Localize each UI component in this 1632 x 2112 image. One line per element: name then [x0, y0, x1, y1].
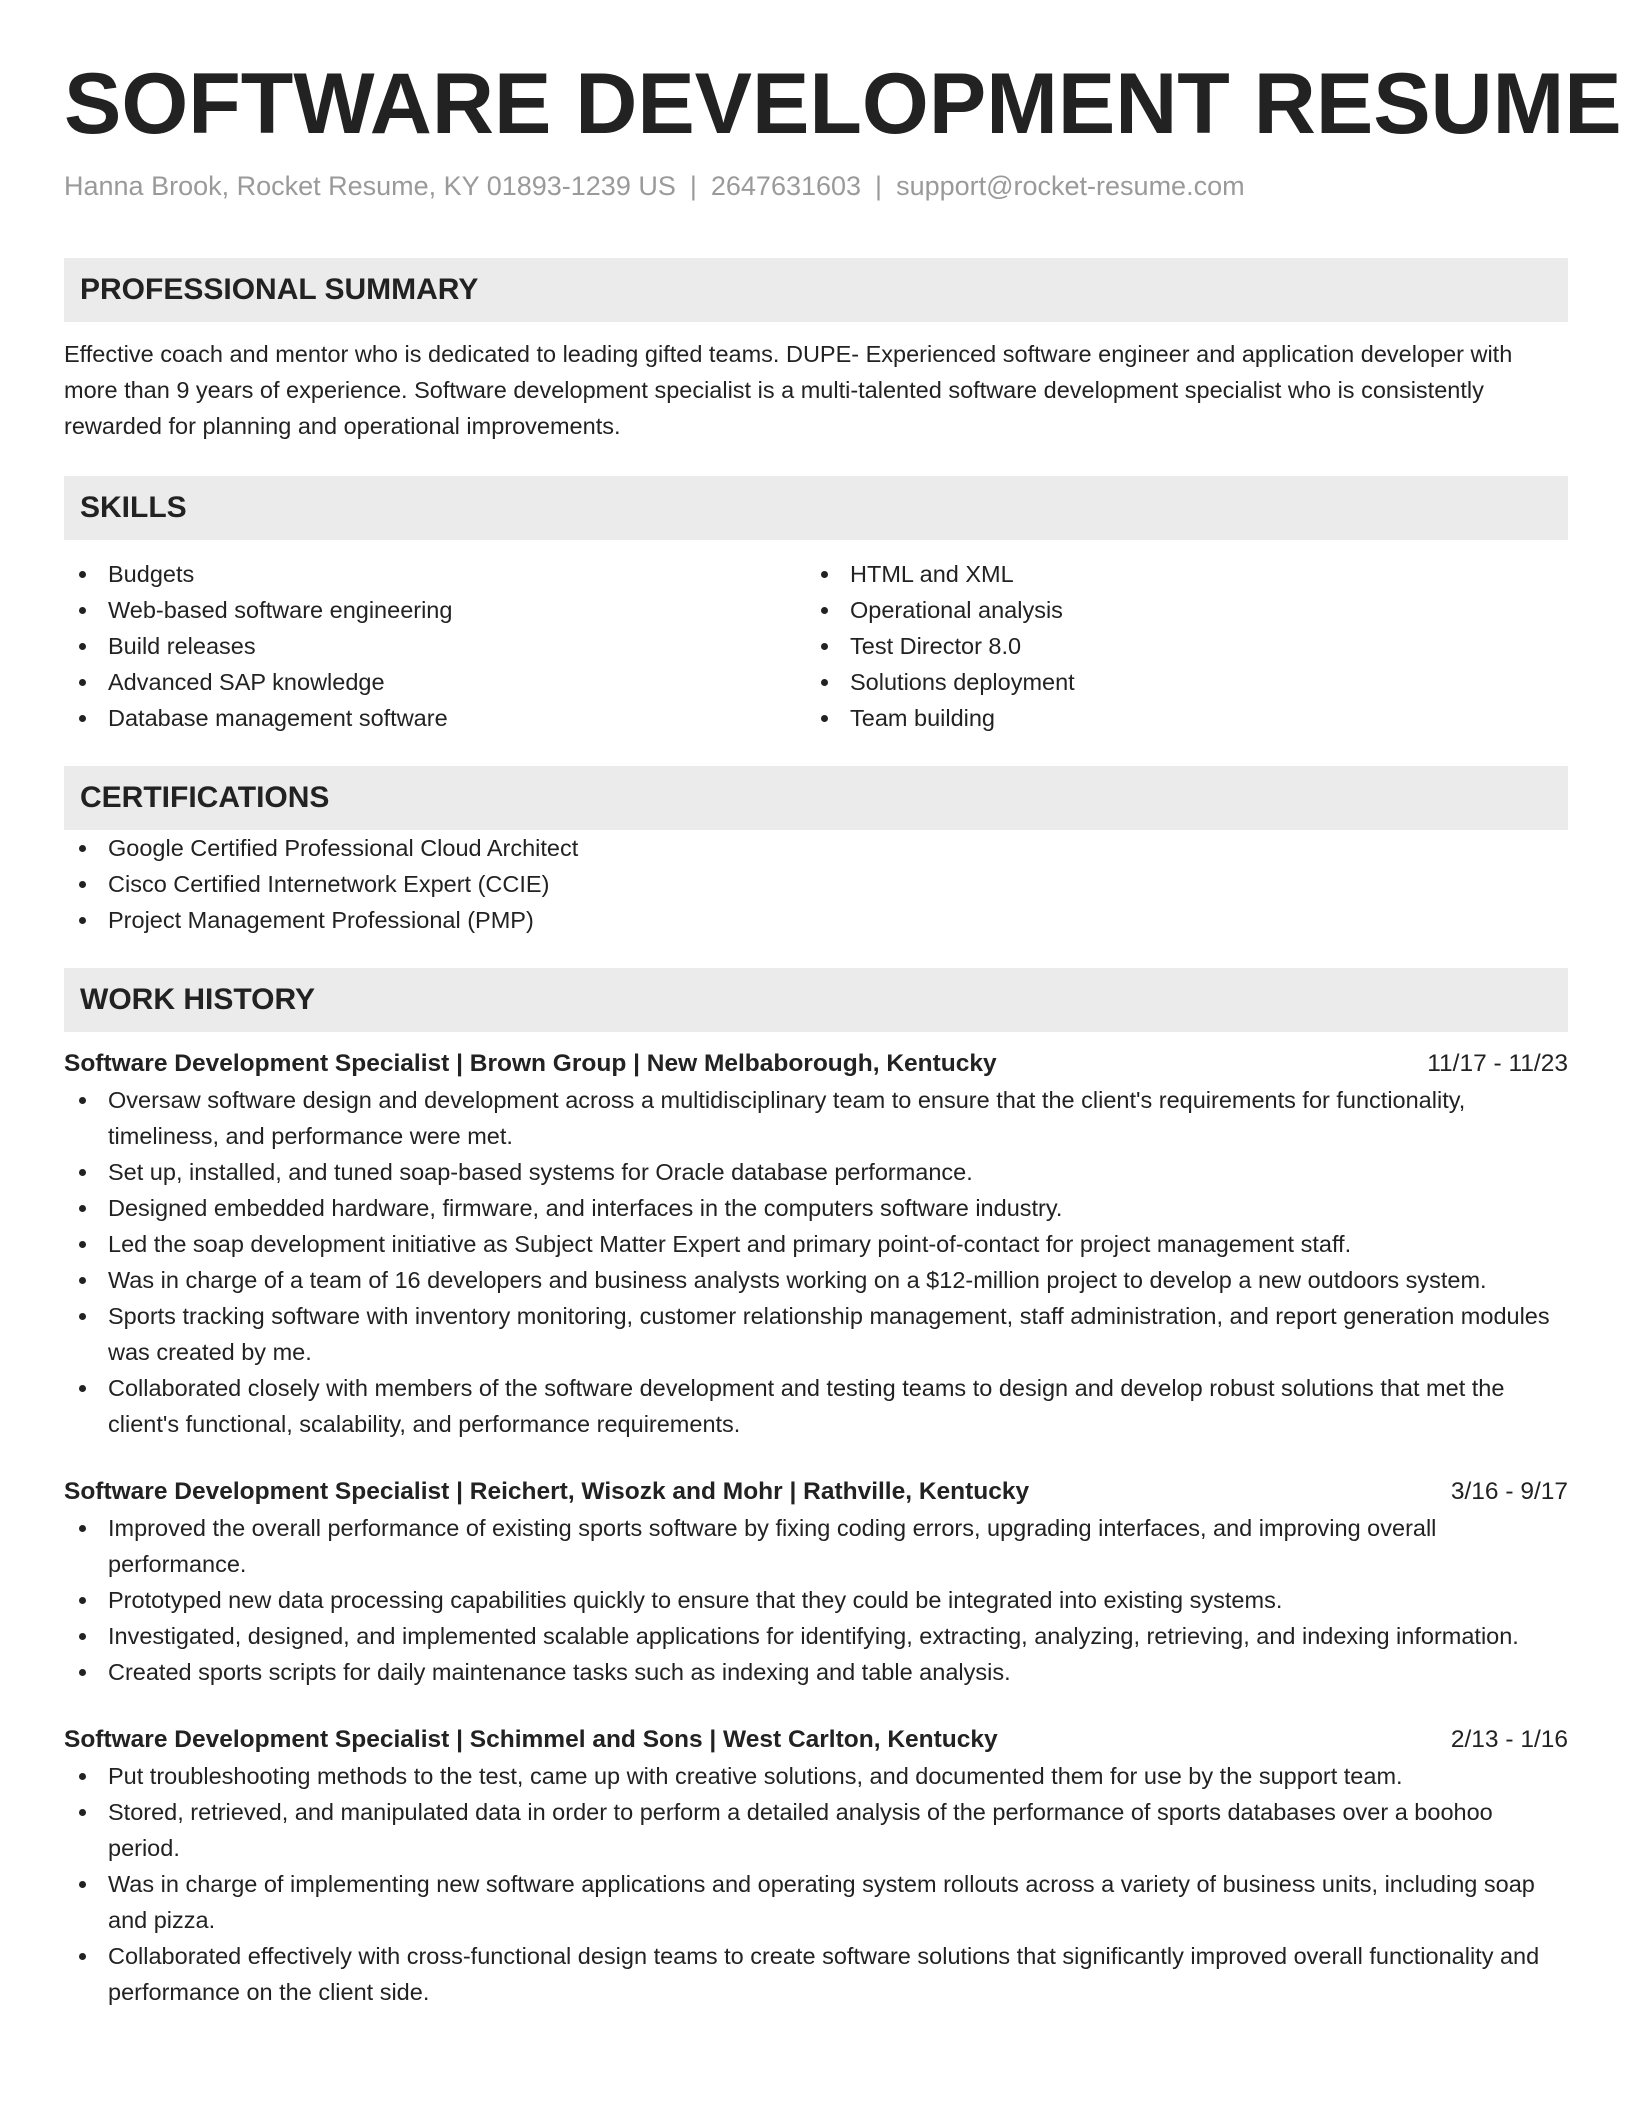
job-bullet: Set up, installed, and tuned soap-based systems for Oracle database performance. [64, 1154, 1568, 1190]
job-dates: 3/16 - 9/17 [1450, 1478, 1568, 1505]
job-entry [64, 1722, 1568, 2010]
job-bullet: Put troubleshooting methods to the test, came up with creative solutions, and documented them for use by the support team. [64, 1758, 1568, 1794]
job-title: Software Development Specialist | Schimmel and Sons | West Carlton, Kentucky [64, 1726, 998, 1753]
skill-item: HTML and XML [806, 556, 1548, 592]
job-dates: 11/17 - 11/23 [1427, 1050, 1568, 1077]
certifications-list [64, 830, 1568, 938]
job-bullet: Sports tracking software with inventory monitoring, customer relationship management, staff administration, and report generation modules was created by me. [64, 1298, 1568, 1370]
certification-item: Google Certified Professional Cloud Architect [64, 830, 1568, 866]
job-bullets [64, 1082, 1568, 1442]
job-bullet: Created sports scripts for daily maintenance tasks such as indexing and table analysis. [64, 1654, 1568, 1690]
skill-item: Advanced SAP knowledge [64, 664, 806, 700]
skills-list-left [64, 556, 806, 736]
job-bullets [64, 1758, 1568, 2010]
job-bullet: Stored, retrieved, and manipulated data in order to perform a detailed analysis of the performance of sports databases over a boohoo period. [64, 1794, 1568, 1866]
contact-separator: | [689, 171, 697, 201]
skill-item: Budgets [64, 556, 806, 592]
skills-list-right [806, 556, 1548, 736]
skill-item: Operational analysis [806, 592, 1548, 628]
job-bullet: Improved the overall performance of existing sports software by fixing coding errors, upgrading interfaces, and improving overall performance. [64, 1510, 1568, 1582]
contact-line [64, 168, 1568, 204]
contact-separator: | [875, 171, 883, 201]
skill-item: Solutions deployment [806, 664, 1548, 700]
job-dates: 2/13 - 1/16 [1450, 1726, 1568, 1753]
skill-item: Build releases [64, 628, 806, 664]
job-header [64, 1474, 1568, 1510]
job-bullet: Designed embedded hardware, firmware, and interfaces in the computers software industry. [64, 1190, 1568, 1226]
skills-heading: SKILLS [64, 476, 1568, 540]
job-bullet: Collaborated closely with members of the software development and testing teams to design and develop robust solutions that met the client's functional, scalability, and performance requirements. [64, 1370, 1568, 1442]
job-header [64, 1722, 1568, 1758]
skill-item: Test Director 8.0 [806, 628, 1548, 664]
resume-title: SOFTWARE DEVELOPMENT RESUME [64, 56, 1622, 152]
summary-text: Effective coach and mentor who is dedicated to leading gifted teams. DUPE- Experienced software engineer and application developer with more than 9 years of experience. Software development specialist is a multi-talented software development specialist who is consistently rewarded for planning and operational improvements. [64, 341, 1513, 439]
job-header [64, 1046, 1568, 1082]
job-bullet: Collaborated effectively with cross-functional design teams to create software solutions that significantly improved overall functionality and performance on the client side. [64, 1938, 1568, 2010]
job-bullet: Was in charge of a team of 16 developers and business analysts working on a $12-million project to develop a new outdoors system. [64, 1262, 1568, 1298]
job-bullet: Oversaw software design and development across a multidisciplinary team to ensure that the client's requirements for functionality, timeliness, and performance were met. [64, 1082, 1568, 1154]
skill-item: Database management software [64, 700, 806, 736]
contact-email[interactable]: support@rocket-resume.com [896, 171, 1245, 201]
job-title: Software Development Specialist | Reichert, Wisozk and Mohr | Rathville, Kentucky [64, 1478, 1030, 1505]
job-bullet: Investigated, designed, and implemented scalable applications for identifying, extracting, analyzing, retrieving, and indexing information. [64, 1618, 1568, 1654]
job-bullet: Led the soap development initiative as Subject Matter Expert and primary point-of-contact for project management staff. [64, 1226, 1568, 1262]
certification-item: Cisco Certified Internetwork Expert (CCIE) [64, 866, 1568, 902]
job-entry [64, 1474, 1568, 1690]
job-bullet: Was in charge of implementing new software applications and operating system rollouts across a variety of business units, including soap and pizza. [64, 1866, 1568, 1938]
certifications-heading: CERTIFICATIONS [64, 766, 1568, 830]
skill-item: Team building [806, 700, 1548, 736]
job-entry [64, 1046, 1568, 1442]
skill-item: Web-based software engineering [64, 592, 806, 628]
contact-address: Hanna Brook, Rocket Resume, KY 01893-1239 US [64, 171, 676, 201]
summary-heading: PROFESSIONAL SUMMARY [64, 258, 1568, 322]
job-bullets [64, 1510, 1568, 1690]
work-history-heading: WORK HISTORY [64, 968, 1568, 1032]
job-title: Software Development Specialist | Brown Group | New Melbaborough, Kentucky [64, 1050, 997, 1077]
certification-item: Project Management Professional (PMP) [64, 902, 1568, 938]
skills-grid [64, 556, 1568, 736]
job-bullet: Prototyped new data processing capabilities quickly to ensure that they could be integrated into existing systems. [64, 1582, 1568, 1618]
contact-phone: 2647631603 [710, 171, 862, 201]
